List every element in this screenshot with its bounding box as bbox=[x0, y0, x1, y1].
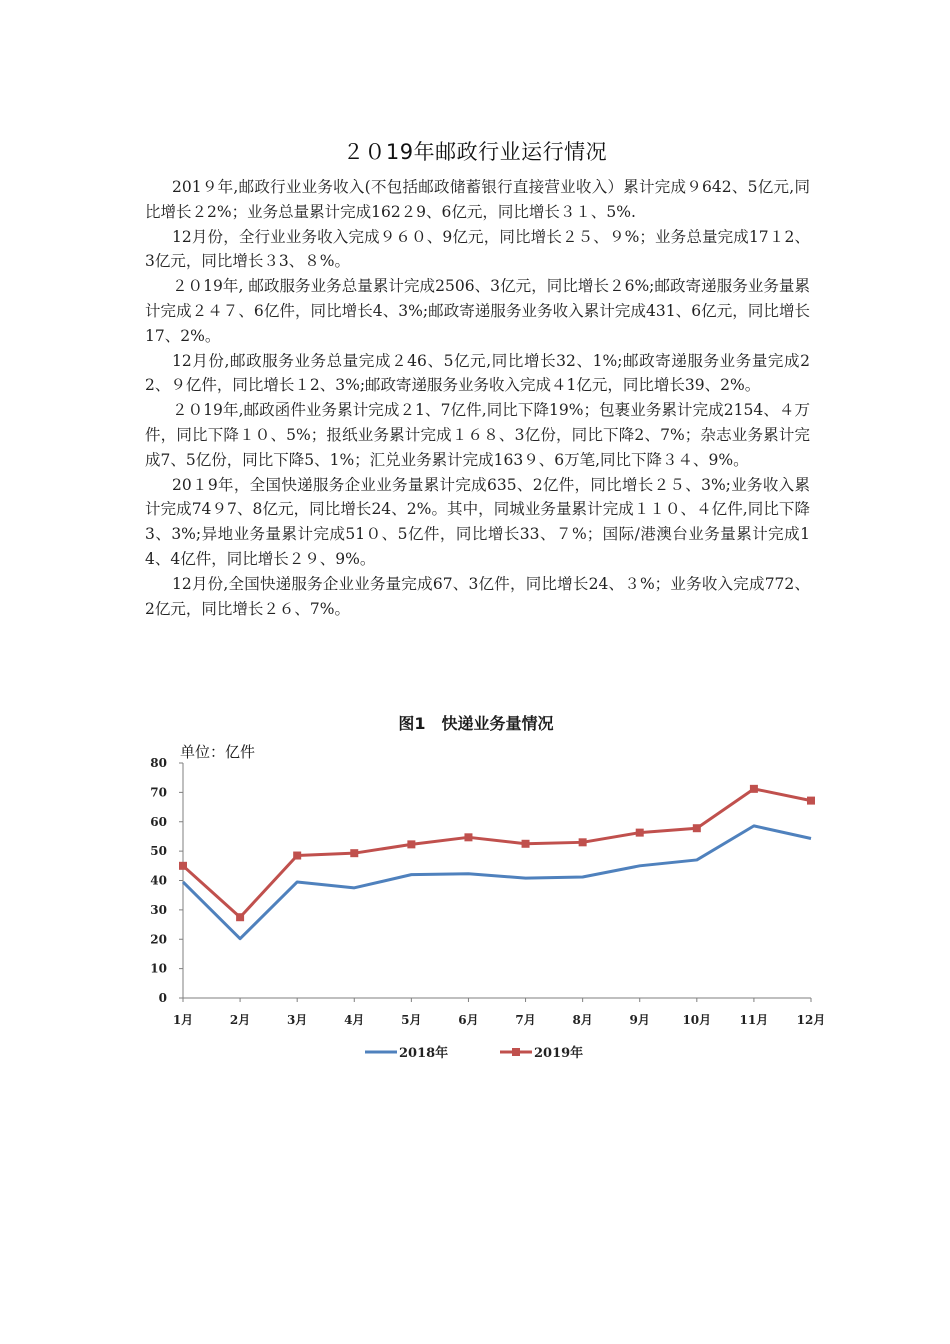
x-tick-label: 8月 bbox=[572, 1013, 593, 1027]
x-tick-label: 7月 bbox=[515, 1013, 536, 1027]
paragraph-december-postal-service: 12月份,邮政服务业务总量完成２46、5亿元,同比增长32、1%;邮政寄递服务业务量完成22、９亿件，同比增长１2、3%;邮政寄递服务业务收入完成４1亿元，同比增长39、2%。 bbox=[145, 351, 810, 395]
data-point-2019年 bbox=[693, 824, 701, 832]
x-tick-label: 9月 bbox=[629, 1013, 650, 1027]
x-tick-label: 1月 bbox=[172, 1013, 194, 1027]
series-line-2018年 bbox=[183, 826, 811, 939]
data-point-2019年 bbox=[807, 797, 815, 805]
x-tick-label: 3月 bbox=[287, 1013, 308, 1027]
data-point-2019年 bbox=[179, 862, 187, 870]
y-tick-label: 0 bbox=[158, 991, 167, 1005]
x-tick-label: 4月 bbox=[344, 1013, 365, 1027]
y-tick-label: 80 bbox=[150, 756, 167, 770]
legend-marker-2019年 bbox=[512, 1048, 520, 1056]
data-point-2019年 bbox=[636, 829, 644, 837]
data-point-2019年 bbox=[293, 852, 301, 860]
data-point-2019年 bbox=[750, 785, 758, 793]
paragraph-mail-parcel: ２０19年,邮政函件业务累计完成２1、7亿件,同比下降19%；包裹业务累计完成2154、４万件，同比下降１０、5%；报纸业务累计完成１６８、3亿份，同比下降2、7%；杂志业务累计完成7、5亿份，同比下降5、1%；汇兑业务累计完成163９、6万笔,同比下降３４、9%。 bbox=[145, 401, 810, 469]
legend-label: 2019年 bbox=[534, 1046, 584, 1061]
x-tick-label: 6月 bbox=[458, 1013, 479, 1027]
chart-title: 图1 快递业务量情况 bbox=[398, 714, 554, 733]
paragraph-postal-revenue: 201９年,邮政行业业务收入(不包括邮政储蓄银行直接营业收入）累计完成９642、5亿元,同比增长２2%；业务总量累计完成162２9、6亿元，同比增长３１、5%. bbox=[145, 178, 810, 221]
series-line-2019年 bbox=[183, 789, 811, 917]
y-tick-label: 50 bbox=[150, 844, 167, 859]
data-point-2019年 bbox=[464, 833, 472, 841]
x-tick-label: 11月 bbox=[739, 1013, 769, 1027]
y-tick-label: 10 bbox=[150, 961, 167, 976]
y-tick-label: 60 bbox=[150, 814, 167, 829]
y-axis-unit-label: 单位：亿件 bbox=[180, 743, 256, 761]
chart-series bbox=[179, 785, 815, 939]
paragraph-postal-service: ２０19年, 邮政服务业务总量累计完成2506、3亿元，同比增长２6%;邮政寄递服务业务量累计完成２４７、6亿件，同比增长4、3%;邮政寄递服务业务收入累计完成431、6亿元，同比增长17、2%。 bbox=[145, 277, 810, 345]
x-tick-label: 2月 bbox=[229, 1013, 251, 1027]
paragraph-december-industry: 12月份，全行业业务收入完成９６０、9亿元，同比增长２５、９%；业务总量完成17１2、3亿元，同比增长３3、８%。 bbox=[145, 227, 810, 271]
data-point-2019年 bbox=[407, 840, 415, 848]
y-tick-label: 30 bbox=[150, 902, 167, 917]
data-point-2019年 bbox=[236, 913, 244, 921]
x-tick-label: 5月 bbox=[401, 1013, 422, 1027]
x-tick-label: 12月 bbox=[796, 1013, 826, 1027]
paragraph-express-december: 12月份,全国快递服务企业业务量完成67、3亿件，同比增长24、３%；业务收入完成772、2亿元，同比增长２６、7%。 bbox=[145, 574, 810, 618]
paragraph-express-annual: 20１9年，全国快递服务企业业务量累计完成635、2亿件，同比增长２５、3%;业务收入累计完成74９7、8亿元，同比增长24、2%。其中，同城业务量累计完成１１０、４亿件,同比下降3、3%;异地业务量累计完成51０、5亿件，同比增长33、７%；国际/港澳台业务量累计完成14、4亿件，同比增长２９、9%。 bbox=[145, 475, 810, 568]
data-point-2019年 bbox=[579, 838, 587, 846]
legend-label: 2018年 bbox=[399, 1046, 449, 1061]
chart-axes bbox=[150, 756, 825, 1027]
document-title: ２０19年邮政行业运行情况 bbox=[342, 140, 608, 164]
data-point-2019年 bbox=[522, 840, 530, 848]
y-tick-label: 70 bbox=[150, 785, 167, 800]
data-point-2019年 bbox=[350, 849, 358, 857]
y-tick-label: 40 bbox=[150, 873, 167, 888]
y-tick-label: 20 bbox=[150, 932, 167, 947]
chart-legend bbox=[365, 1045, 583, 1061]
x-tick-label: 10月 bbox=[682, 1013, 712, 1027]
